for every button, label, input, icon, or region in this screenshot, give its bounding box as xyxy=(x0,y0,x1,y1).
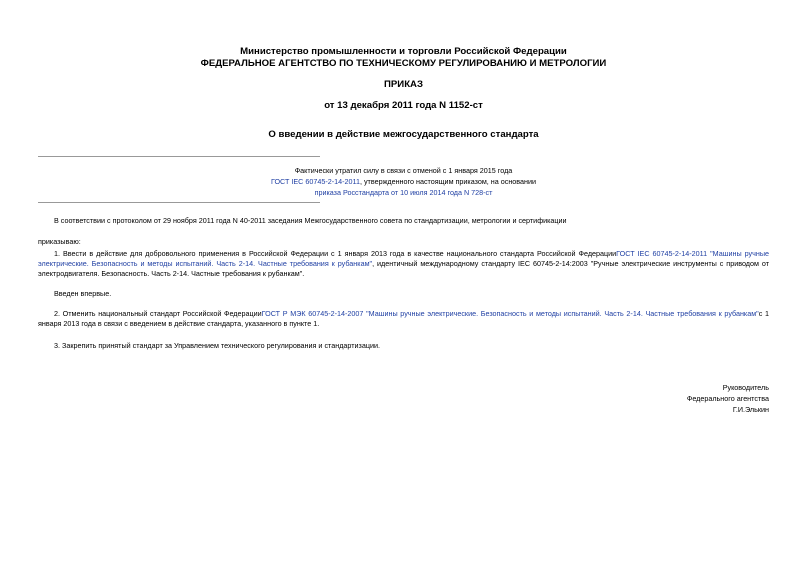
document-type: ПРИКАЗ xyxy=(384,79,423,90)
divider-top xyxy=(38,156,320,157)
item1-text: 1. Ввести в действие для добровольного применения в Российской Федерации с 1 января 2013 года в качестве национального стандарта Российской Федерации xyxy=(54,249,617,258)
status-note-standard-link[interactable]: ГОСТ IEC 60745-2-14-2011 xyxy=(270,177,360,186)
item3-paragraph: 3. Закрепить принятый стандарт за Управлением технического регулирования и стандартизации. xyxy=(54,341,380,350)
signature-organization: Федерального агентства xyxy=(686,394,769,403)
item1-standard-link[interactable]: ГОСТ IEC 60745-2-14-2011 "Машины ручные электрические. Безопасность и методы испытаний. Часть 2-14. Частные требования к рубанкам" xyxy=(38,249,769,268)
item1-text-cont: , идентичный международному стандарту IEC 60745-2-14:2003 "Ручные электрические инструменты с приводом от электродвигателя. Безопасность. Часть 2-14. Частные требования к рубанкам". xyxy=(38,259,769,278)
status-note-line3 xyxy=(0,188,807,198)
item2-standard-link[interactable]: ГОСТ Р МЭК 60745-2-14-2007 "Машины ручные электрические. Безопасность и методы испытаний. Часть 2-14. Частные требования к рубанкам" xyxy=(261,309,759,318)
preamble-paragraph: В соответствии с протоколом от 29 ноября 2011 года N 40-2011 заседания Межгосударственного совета по стандартизации, метрологии и сертификации xyxy=(54,216,567,225)
item1-paragraph xyxy=(38,249,769,279)
status-note-line2 xyxy=(0,177,807,187)
item2-text-cont: с 1 января 2013 года в связи с введением в действие стандарта, указанного в пункте 1. xyxy=(38,309,770,328)
document-title: О введении в действие межгосударственного стандарта xyxy=(268,129,539,140)
item2-paragraph xyxy=(38,309,769,329)
introduced-paragraph: Введен впервые. xyxy=(54,289,112,298)
orders-paragraph: приказываю: xyxy=(38,237,81,246)
document-date-number: от 13 декабря 2011 года N 1152-ст xyxy=(324,100,483,111)
signature-role: Руководитель xyxy=(722,383,769,392)
status-note-line1: Фактически утратил силу в связи с отменой с 1 января 2015 года xyxy=(294,166,513,175)
divider-bottom xyxy=(38,202,320,203)
status-note-order-link[interactable]: приказа Росстандарта от 10 июля 2014 года N 728-ст xyxy=(314,188,493,197)
ministry-name: Министерство промышленности и торговли Российской Федерации xyxy=(240,46,567,57)
agency-name: ФЕДЕРАЛЬНОЕ АГЕНТСТВО ПО ТЕХНИЧЕСКОМУ РЕГУЛИРОВАНИЮ И МЕТРОЛОГИИ xyxy=(200,58,607,69)
item2-text: 2. Отменить национальный стандарт Российской Федерации xyxy=(54,309,262,318)
status-note-line2-text: , утвержденного настоящим приказом, на основании xyxy=(359,177,537,186)
signature-name: Г.И.Элькин xyxy=(732,405,769,414)
